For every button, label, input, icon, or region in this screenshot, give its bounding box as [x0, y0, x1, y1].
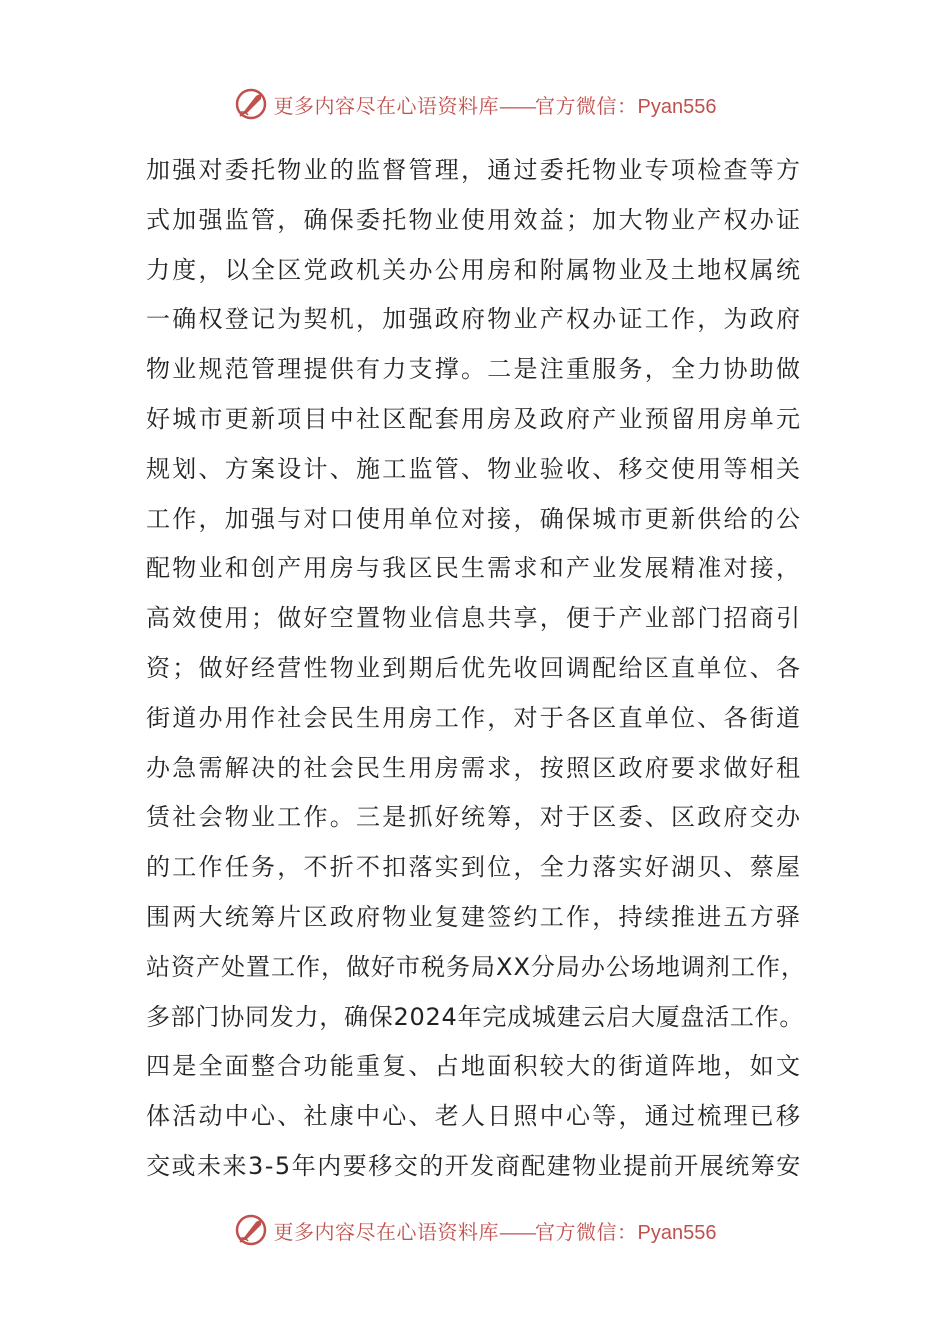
body-line: 规划、方案设计、施工监管、物业验收、移交使用等相关: [146, 454, 803, 483]
body-line: 站资产处置工作，做好市税务局XX分局办公场地调剂工作，: [146, 952, 806, 981]
body-line: 一确权登记为契机，加强政府物业产权办证工作，为政府: [146, 305, 803, 334]
body-line: 高效使用；做好空置物业信息共享，便于产业部门招商引: [146, 604, 803, 633]
banner-official-text: 官方微信：: [535, 1219, 638, 1244]
body-line: 好城市更新项目中社区配套用房及政府产业预留用房单元: [146, 404, 803, 433]
banner-text: [274, 90, 717, 119]
body-line: 街道办用作社会民生用房工作，对于各区直单位、各街道: [146, 703, 803, 732]
body-line: 的工作任务，不折不扣落实到位，全力落实好湖贝、蔡屋: [146, 853, 803, 882]
body-line: 办急需解决的社会民生用房需求，按照区政府要求做好租: [146, 753, 803, 782]
body-line: 赁社会物业工作。三是抓好统筹，对于区委、区政府交办: [146, 803, 803, 832]
banner-main-text: 更多内容尽在心语资料库: [273, 93, 500, 118]
body-line: 加强对委托物业的监督管理，通过委托物业专项检查等方: [146, 156, 803, 184]
body-line: 围两大统筹片区政府物业复建签约工作，持续推进五方驿: [146, 902, 803, 931]
footer-banner: [0, 1208, 950, 1252]
body-line: 工作，加强与对口使用单位对接，确保城市更新供给的公: [146, 504, 803, 533]
body-line: 交或未来3-5年内要移交的开发商配建物业提前开展统筹安: [146, 1151, 802, 1180]
body-line: 四是全面整合功能重复、占地面积较大的街道阵地，如文: [146, 1052, 803, 1081]
body-line: 式加强监管，确保委托物业使用效益；加大物业产权办证: [146, 205, 803, 234]
quill-pen-logo-icon: [234, 87, 268, 121]
header-banner: [0, 82, 950, 126]
body-line: 资；做好经营性物业到期后优先收回调配给区直单位、各: [146, 653, 803, 682]
banner-text: [274, 1216, 717, 1245]
body-line: 力度，以全区党政机关办公用房和附属物业及土地权属统: [146, 255, 803, 284]
banner-main-text: 更多内容尽在心语资料库: [273, 1219, 500, 1244]
document-body: [146, 146, 806, 1192]
banner-dash: ——: [499, 1219, 536, 1244]
banner-official-text: 官方微信：: [535, 93, 638, 118]
banner-dash: ——: [499, 93, 536, 118]
banner-wechat-id: Pyan556: [637, 1221, 717, 1244]
body-line: 物业规范管理提供有力支撑。二是注重服务，全力协助做: [146, 355, 803, 384]
body-line: 体活动中心、社康中心、老人日照中心等，通过梳理已移: [146, 1102, 803, 1131]
body-line: 配物业和创产用房与我区民生需求和产业发展精准对接，: [146, 554, 803, 583]
body-line: 多部门协同发力，确保2024年完成城建云启大厦盘活工作。: [146, 1002, 805, 1031]
quill-pen-logo-icon: [234, 1213, 268, 1247]
banner-wechat-id: Pyan556: [637, 95, 717, 118]
